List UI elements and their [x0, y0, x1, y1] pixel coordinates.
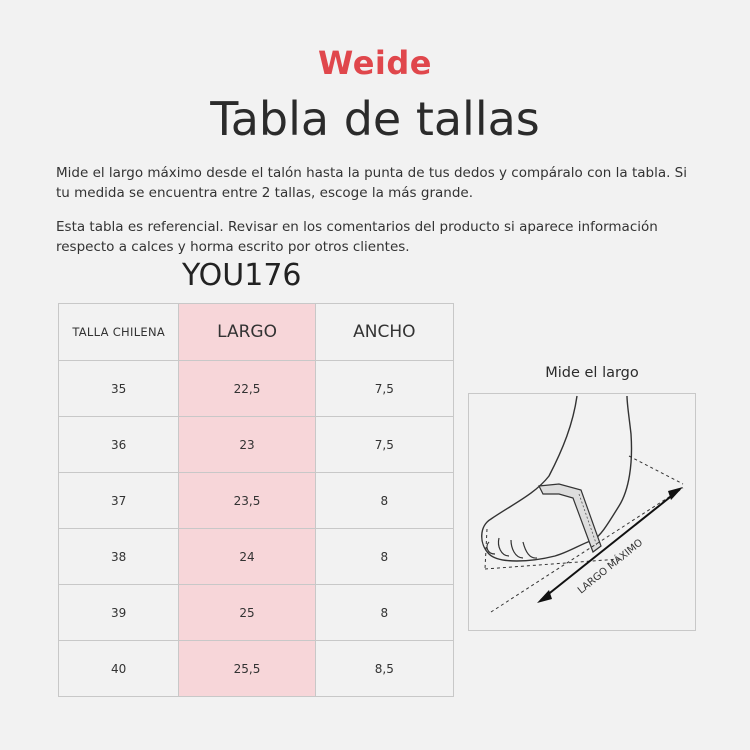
brand-logo: Weide: [318, 44, 432, 82]
table-row: [59, 417, 454, 473]
cell-largo: 22,5: [179, 361, 315, 417]
cell-talla: 40: [59, 641, 179, 697]
cell-largo: 25: [179, 585, 315, 641]
table-row: [59, 361, 454, 417]
cell-ancho: 8: [315, 585, 453, 641]
cell-largo: 24: [179, 529, 315, 585]
instructions-paragraph-2: Esta tabla es referencial. Revisar en los comentarios del producto si aparece información respecto a calces y horma escrito por otros clientes.: [56, 219, 658, 255]
table-header-row: [59, 304, 454, 361]
cell-talla: 39: [59, 585, 179, 641]
page-title: Tabla de tallas: [210, 92, 540, 146]
table-row: [59, 641, 454, 697]
header-talla: TALLA CHILENA: [59, 304, 179, 361]
cell-largo: 23: [179, 417, 315, 473]
model-code: YOU176: [182, 258, 302, 293]
cell-talla: 36: [59, 417, 179, 473]
cell-ancho: 8: [315, 473, 453, 529]
cell-largo: 25,5: [179, 641, 315, 697]
cell-talla: 35: [59, 361, 179, 417]
cell-ancho: 8: [315, 529, 453, 585]
size-table: [58, 303, 454, 697]
header-largo: LARGO: [179, 304, 315, 361]
arrow-label: LARGO MÁXIMO: [575, 537, 646, 597]
instructions-paragraph-1: Mide el largo máximo desde el talón hasta la punta de tus dedos y compáralo con la tabla. Si tu medida se encuentra entre 2 tallas, escoge la más grande.: [56, 165, 688, 201]
cell-ancho: 7,5: [315, 361, 453, 417]
diagram-label: Mide el largo: [545, 365, 639, 381]
table-row: [59, 585, 454, 641]
cell-talla: 38: [59, 529, 179, 585]
cell-ancho: 8,5: [315, 641, 453, 697]
foot-measure-icon: [469, 394, 695, 630]
header-ancho: ANCHO: [315, 304, 453, 361]
cell-talla: 37: [59, 473, 179, 529]
table-row: [59, 529, 454, 585]
foot-diagram: [468, 393, 696, 631]
cell-ancho: 7,5: [315, 417, 453, 473]
table-row: [59, 473, 454, 529]
cell-largo: 23,5: [179, 473, 315, 529]
